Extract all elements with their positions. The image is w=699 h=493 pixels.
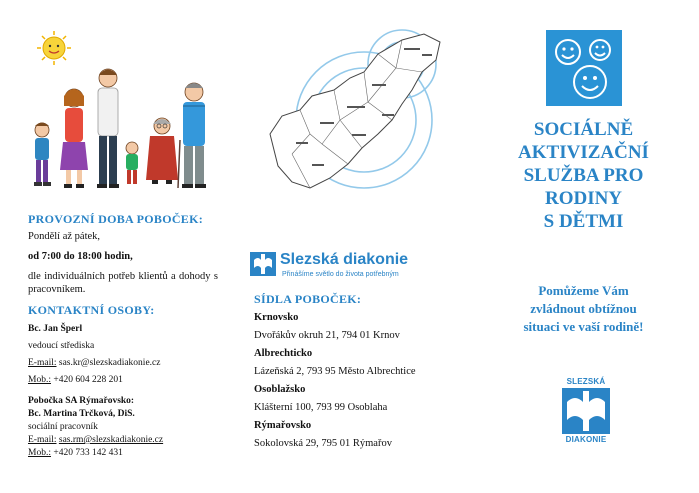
tagline: [476, 282, 691, 336]
sun-icon: [37, 31, 71, 65]
contact1-email-label: E-mail:: [28, 358, 57, 368]
title-line: SOCIÁLNĚ: [533, 119, 634, 140]
branch-name: Rýmařovsko: [254, 420, 312, 431]
title-line: SLUŽBA PRO: [523, 165, 644, 186]
contact1-phone-label: Mob.:: [28, 375, 51, 385]
branches-heading: SÍDLA POBOČEK:: [254, 292, 362, 306]
mother-figure: [60, 89, 88, 188]
grandfather-figure: [178, 83, 206, 188]
contact2-phone-label: Mob.:: [28, 448, 51, 458]
right-panel: [466, 0, 699, 493]
contacts-section: [28, 303, 218, 459]
child-figure: [34, 123, 51, 187]
branch-item: [254, 311, 459, 342]
opening-hours-days: Pondělí až pátek,: [28, 231, 101, 242]
diakonie-emblem-icon: [558, 388, 614, 434]
bottom-logo-bottom-text: DIAKONIE: [565, 435, 607, 444]
branch-address: Lázeňská 2, 793 95 Město Albrechtice: [254, 366, 416, 377]
logo-name: Slezská diakonie: [280, 251, 409, 268]
contact2-email-label: E-mail:: [28, 435, 57, 445]
contact2-phone[interactable]: +420 733 142 431: [53, 448, 123, 458]
tagline-line: situaci ve vaší rodině!: [523, 319, 644, 334]
logo-slogan: Přinášíme světlo do života potřebným: [282, 271, 399, 278]
contact2-name: Bc. Martina Trčková, DiS.: [28, 409, 135, 419]
opening-hours-section: [28, 212, 218, 296]
father-figure: [97, 69, 119, 188]
branch-name: Krnovsko: [254, 312, 299, 323]
region-map-illustration: [252, 24, 452, 209]
branch-address: Dvořákův okruh 21, 794 01 Krnov: [254, 330, 400, 341]
contact2-role: sociální pracovník: [28, 422, 98, 432]
contact2-email-row: [28, 434, 218, 446]
branch-address: Sokolovská 29, 795 01 Rýmařov: [254, 438, 392, 449]
branch-item: [254, 419, 459, 450]
diakonie-logo-icon: [250, 252, 276, 276]
bottom-logo-top-text: SLEZSKÁ: [566, 377, 606, 386]
bottom-diakonie-logo: [558, 377, 614, 449]
title-line: AKTIVIZAČNÍ: [518, 142, 649, 163]
opening-hours-heading: PROVOZNÍ DOBA POBOČEK:: [28, 212, 204, 226]
contact1-role: vedoucí střediska: [28, 341, 95, 351]
branch2-title: Pobočka SA Rýmařovsko:: [28, 396, 135, 406]
branches-section: [254, 292, 459, 455]
smiley-faces-icon: [546, 30, 622, 106]
tagline-line: zvládnout obtížnou: [530, 301, 637, 316]
small-child-figure: [126, 142, 138, 184]
middle-panel: [232, 0, 464, 493]
diakonie-logo: [250, 252, 460, 282]
title-line: S DĚTMI: [543, 211, 624, 232]
contacts-heading: KONTAKTNÍ OSOBY:: [28, 303, 155, 317]
contact2-email[interactable]: sas.rm@slezskadiakonie.cz: [58, 435, 164, 445]
opening-hours-note: dle individuálních potřeb klientů a dohody s pracovníkem.: [28, 271, 218, 295]
family-drawing-illustration: [22, 30, 214, 200]
opening-hours-time: od 7:00 do 18:00 hodin,: [28, 251, 133, 262]
main-title: [476, 118, 691, 233]
contact2-phone-row: [28, 447, 218, 459]
branch-address: Klášterní 100, 793 99 Osoblaha: [254, 402, 388, 413]
tagline-line: Pomůžeme Vám: [538, 283, 629, 298]
branch-name: Albrechticko: [254, 348, 313, 359]
contact1-email[interactable]: sas.kr@slezskadiakonie.cz: [58, 358, 161, 368]
contact1-phone[interactable]: +420 604 228 201: [53, 375, 123, 385]
contact1-email-row: [28, 357, 218, 369]
grandmother-figure: [146, 118, 178, 184]
contact1-name: Bc. Jan Šperl: [28, 324, 83, 334]
contact1-phone-row: [28, 374, 218, 386]
branch-item: [254, 347, 459, 378]
branch-name: Osoblažsko: [254, 384, 306, 395]
title-line: RODINY: [544, 188, 623, 209]
left-panel: [0, 0, 230, 493]
branch-item: [254, 383, 459, 414]
